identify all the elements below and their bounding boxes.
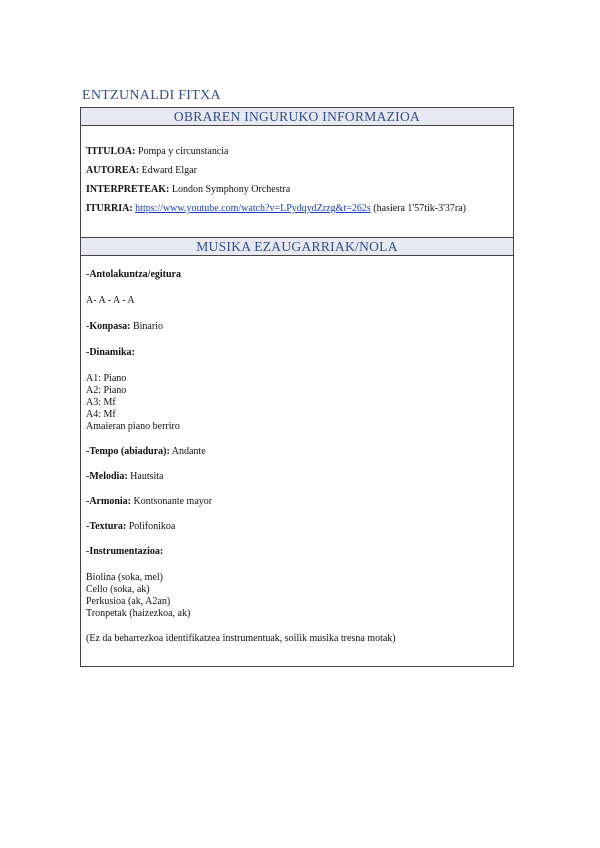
- dynamics-line: A4: Mf: [86, 409, 116, 420]
- harmony-label: -Armonia:: [86, 496, 131, 507]
- instrument-line: Perkusioa (ak, A2an): [86, 596, 171, 607]
- title-row: [86, 146, 513, 158]
- instrument-line: Cello (soka, ak): [86, 584, 150, 595]
- work-info-header: OBRAREN INGURUKO INFORMAZIOA: [81, 108, 513, 126]
- harmony-value: Kontsonante mayor: [131, 496, 213, 507]
- texture-row: [86, 521, 513, 533]
- document-title: ENTZUNALDI FITXA: [82, 88, 221, 103]
- structure-label: [86, 269, 513, 281]
- dynamics-line: A3: Mf: [86, 397, 116, 408]
- melody-row: [86, 471, 513, 483]
- meter-value: Binario: [130, 321, 163, 332]
- instrument-line: Tronpetak (haizezkoa, ak): [86, 608, 191, 619]
- dynamics-line: A2: Piano: [86, 385, 127, 396]
- harmony-row: [86, 496, 513, 508]
- tempo-label: -Tempo (abiadura):: [86, 446, 170, 457]
- meter-row: [86, 321, 513, 333]
- structure-value: A- A - A - A: [86, 295, 135, 306]
- dynamics-line: Amaieran piano berriro: [86, 421, 180, 432]
- texture-label: -Textura:: [86, 521, 127, 532]
- tempo-row: [86, 446, 513, 458]
- dynamics-line: A1: Piano: [86, 373, 127, 384]
- source-link[interactable]: https://www.youtube.com/watch?v=LPydqydZrzg&t=262s: [135, 203, 371, 214]
- performers-value: London Symphony Orchestra: [169, 184, 291, 195]
- dynamics-label-text: -Dinamika:: [86, 347, 135, 358]
- instrumentation-label: [86, 546, 513, 558]
- instrument-line: Biolina (soka, mel): [86, 572, 163, 583]
- instrumentation-label-text: -Instrumentazioa:: [86, 546, 164, 557]
- source-note: (hasiera 1'57tik-3'37ra): [370, 203, 467, 214]
- performers-row: [86, 184, 513, 196]
- author-label: AUTOREA:: [86, 165, 140, 176]
- melody-value: Hautsita: [127, 471, 164, 482]
- source-label: ITURRIA:: [86, 203, 133, 214]
- source-row: [86, 203, 513, 215]
- music-features-body: [81, 256, 513, 645]
- dynamics-label: [86, 347, 513, 359]
- author-row: [86, 165, 513, 177]
- structure-label-text: -Antolakuntza/egitura: [86, 269, 181, 280]
- music-features-section: [80, 237, 514, 667]
- title-value: Pompa y circunstancia: [135, 146, 229, 157]
- tempo-value: Andante: [169, 446, 206, 457]
- music-features-header: MUSIKA EZAUGARRIAK/NOLA: [81, 238, 513, 256]
- meter-label: -Konpasa:: [86, 321, 131, 332]
- work-info-body: [81, 126, 513, 215]
- title-label: TITULOA:: [86, 146, 136, 157]
- work-info-section: [80, 107, 514, 238]
- author-value: Edward Elgar: [139, 165, 197, 176]
- melody-label: -Melodia:: [86, 471, 128, 482]
- performers-label: INTERPRETEAK:: [86, 184, 170, 195]
- instrumentation-note: (Ez da beharrezkoa identifikatzea instrumentuak, soilik musika tresna motak): [86, 633, 396, 644]
- texture-value: Polifonikoa: [126, 521, 176, 532]
